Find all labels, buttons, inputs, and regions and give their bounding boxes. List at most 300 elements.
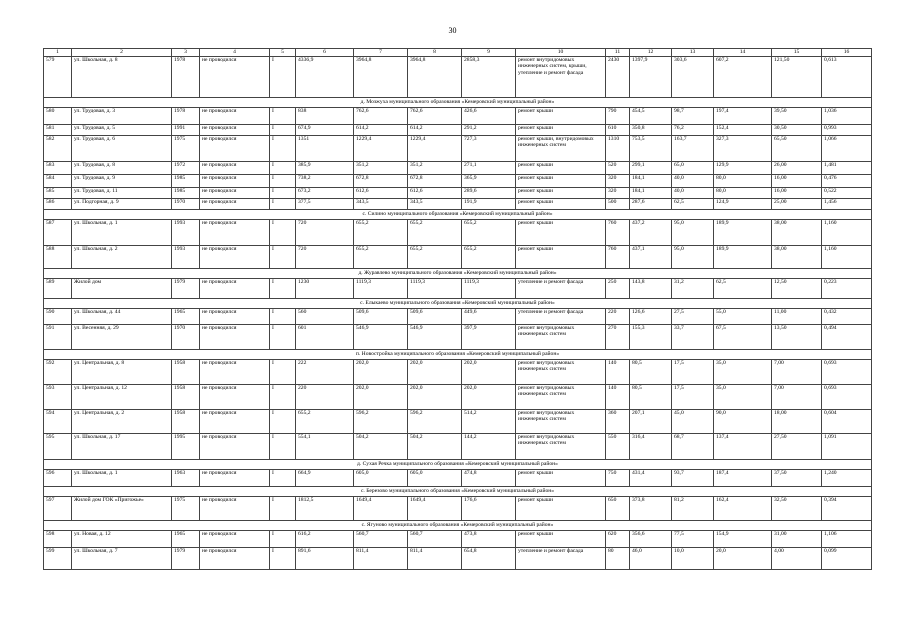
table-cell: 1991 [172, 125, 200, 136]
table-row [44, 531, 872, 548]
table-cell: 616,2 [296, 531, 354, 548]
table-cell: I [270, 531, 296, 548]
table-cell: 350,8 [630, 125, 672, 136]
table-cell: 790 [606, 108, 630, 125]
table-cell: 140 [606, 385, 630, 410]
column-number: 3 [172, 49, 200, 57]
table-cell: 45,0 [672, 410, 714, 434]
table-cell: 35,0 [714, 385, 772, 410]
table-cell: 80 [606, 548, 630, 570]
table-cell: 356,6 [630, 531, 672, 548]
table-cell: 610 [606, 125, 630, 136]
table-cell: 838 [296, 108, 354, 125]
table-cell: ул. Трудовая, д. 3 [72, 108, 172, 125]
table-cell: 197,4 [714, 108, 772, 125]
table-cell: ремонт крыши [516, 220, 606, 246]
table-cell: 287,6 [630, 199, 672, 210]
table-cell: 184,1 [630, 175, 672, 188]
table-cell: 664,9 [296, 470, 354, 487]
table-cell: 27,5 [672, 309, 714, 325]
section-title: д. Журавлево муниципального образования «Кемеровский муниципальный район» [44, 269, 872, 279]
table-cell: ремонт крыши [516, 199, 606, 210]
table-cell: 55,0 [714, 309, 772, 325]
table-cell: I [270, 434, 296, 460]
column-number: 2 [72, 49, 172, 57]
section-header-row [44, 269, 872, 279]
table-cell: 360 [606, 410, 630, 434]
table-cell: 184,1 [630, 188, 672, 199]
table-cell: 811,4 [354, 548, 408, 570]
table-row [44, 279, 872, 299]
table-cell: 655,2 [408, 220, 462, 246]
table-cell: 593 [44, 385, 72, 410]
table-cell: 738,2 [296, 175, 354, 188]
table-cell: ремонт крыши [516, 162, 606, 175]
table-cell: ул. Подгорная, д. 9 [72, 199, 172, 210]
table-cell: 16,00 [772, 188, 822, 199]
table-cell: 202,0 [408, 385, 462, 410]
table-cell: 62,5 [714, 279, 772, 299]
table-cell: 1,091 [822, 434, 872, 460]
column-number: 7 [354, 49, 408, 57]
table-cell: 343,5 [408, 199, 462, 210]
table-cell: 431,4 [630, 470, 672, 487]
column-number: 12 [630, 49, 672, 57]
table-cell: 351,2 [354, 162, 408, 175]
table-row [44, 57, 872, 98]
table-cell: 509,6 [354, 309, 408, 325]
table-cell: 588 [44, 246, 72, 269]
table-cell: ремонт крыши [516, 108, 606, 125]
table-cell: 1985 [172, 188, 200, 199]
table-cell: ул. Центральная, д. 2 [72, 410, 172, 434]
table-cell: 289,6 [462, 188, 516, 199]
table-cell: I [270, 309, 296, 325]
table-row [44, 410, 872, 434]
table-cell: 17,5 [672, 385, 714, 410]
table-cell: 222 [296, 360, 354, 385]
section-title: п. Новостройка муниципального образования «Кемеровский муниципальный район» [44, 350, 872, 360]
table-cell: 720 [296, 220, 354, 246]
table-cell: 39,50 [772, 108, 822, 125]
register-table-body [44, 49, 872, 570]
table-cell: не проводился [200, 385, 270, 410]
table-cell: не проводился [200, 309, 270, 325]
table-cell: 3964,8 [408, 57, 462, 98]
table-cell: 1,066 [822, 136, 872, 162]
table-cell: 811,4 [408, 548, 462, 570]
table-cell: ул. Школьная, д. 2 [72, 246, 172, 269]
table-cell: I [270, 497, 296, 521]
table-cell: 31,00 [772, 531, 822, 548]
table-cell: 10,0 [672, 548, 714, 570]
column-number: 6 [296, 49, 354, 57]
table-cell: 202,0 [354, 385, 408, 410]
table-cell: 1975 [172, 136, 200, 162]
table-cell: 1978 [172, 57, 200, 98]
table-row [44, 175, 872, 188]
table-cell: I [270, 360, 296, 385]
table-cell: 155,3 [630, 325, 672, 350]
table-cell: 426,6 [462, 108, 516, 125]
table-cell: 1995 [172, 434, 200, 460]
table-cell: 594 [44, 410, 72, 434]
table-cell: 612,6 [354, 188, 408, 199]
section-title: с. Ягуново муниципального образования «Кемеровский муниципальный район» [44, 521, 872, 531]
table-cell: 351,2 [408, 162, 462, 175]
table-cell: 509,6 [408, 309, 462, 325]
table-cell: ремонт крыши [516, 531, 606, 548]
table-cell: 25,00 [772, 199, 822, 210]
table-cell: 65,50 [772, 136, 822, 162]
table-cell: 0,099 [822, 548, 872, 570]
table-row [44, 220, 872, 246]
table-cell: ремонт внутридомовых инженерных систем [516, 410, 606, 434]
table-row [44, 108, 872, 125]
table-cell: 1979 [172, 548, 200, 570]
table-cell: 397,9 [462, 325, 516, 350]
table-row [44, 162, 872, 175]
table-cell: не проводился [200, 162, 270, 175]
table-cell: 1,240 [822, 470, 872, 487]
table-cell: 1119,3 [354, 279, 408, 299]
table-cell: 202,0 [462, 360, 516, 385]
table-cell: 1958 [172, 410, 200, 434]
table-cell: ул. Школьная, д. 7 [72, 548, 172, 570]
table-cell: 589 [44, 279, 72, 299]
table-cell: 124,9 [714, 199, 772, 210]
table-cell: 121,50 [772, 57, 822, 98]
table-cell: 655,2 [462, 246, 516, 269]
table-row [44, 246, 872, 269]
table-cell: I [270, 548, 296, 570]
table-cell: 163,7 [672, 136, 714, 162]
table-cell: 607,2 [714, 57, 772, 98]
table-cell: I [270, 199, 296, 210]
table-cell: 126,6 [630, 309, 672, 325]
column-number: 1 [44, 49, 72, 57]
table-cell: 81,2 [672, 497, 714, 521]
table-cell: ул. Школьная, д. 1 [72, 470, 172, 487]
section-title: с. Елыкаево муниципального образования «Кемеровский муниципальный район» [44, 299, 872, 309]
table-cell: I [270, 325, 296, 350]
table-cell: 546,9 [354, 325, 408, 350]
table-cell: 1229,4 [354, 136, 408, 162]
table-row [44, 309, 872, 325]
section-title: д. Сухая Речка муниципального образования «Кемеровский муниципальный район» [44, 460, 872, 470]
table-cell: 454,5 [630, 108, 672, 125]
table-cell: 291,2 [462, 125, 516, 136]
table-cell: 474,8 [462, 470, 516, 487]
table-cell: 1963 [172, 470, 200, 487]
table-cell: 590 [44, 309, 72, 325]
table-cell: ремонт внутридомовых инженерных систем [516, 434, 606, 460]
table-cell: 80,5 [630, 360, 672, 385]
table-cell: 27,50 [772, 434, 822, 460]
table-cell: 762,6 [408, 108, 462, 125]
table-cell: 7,00 [772, 360, 822, 385]
table-cell: ул. Центральная, д. 8 [72, 360, 172, 385]
table-cell: ул. Трудовая, д. 6 [72, 136, 172, 162]
table-cell: 137,4 [714, 434, 772, 460]
table-cell: 80,0 [714, 188, 772, 199]
table-cell: не проводился [200, 434, 270, 460]
table-cell: утепление и ремонт фасада [516, 309, 606, 325]
table-cell: 650 [606, 497, 630, 521]
table-cell: 202,0 [462, 385, 516, 410]
table-cell: ул. Трудовая, д. 5 [72, 125, 172, 136]
table-cell: 583 [44, 162, 72, 175]
table-row [44, 360, 872, 385]
table-cell: 16,00 [772, 175, 822, 188]
table-cell: ремонт крыши [516, 470, 606, 487]
table-cell: 1,456 [822, 199, 872, 210]
table-cell: ремонт крыши, внутридомовых инженерных систем [516, 136, 606, 162]
table-cell: I [270, 125, 296, 136]
table-cell: 343,5 [354, 199, 408, 210]
table-cell: 35,0 [714, 360, 772, 385]
table-cell: 26,00 [772, 162, 822, 175]
table-row [44, 434, 872, 460]
table-cell: 38,00 [772, 246, 822, 269]
table-cell: 62,5 [672, 199, 714, 210]
table-cell: 176,6 [462, 497, 516, 521]
table-cell: не проводился [200, 108, 270, 125]
table-cell: 90,0 [714, 410, 772, 434]
table-cell: ремонт внутридомовых инженерных систем [516, 360, 606, 385]
table-cell: ремонт крыши [516, 497, 606, 521]
table-cell: 596 [44, 470, 72, 487]
table-cell: 1649,4 [354, 497, 408, 521]
table-cell: ул. Школьная, д. 44 [72, 309, 172, 325]
column-number: 9 [462, 49, 516, 57]
table-cell: 591 [44, 325, 72, 350]
table-cell: не проводился [200, 220, 270, 246]
table-cell: 17,5 [672, 360, 714, 385]
table-cell: 77,5 [672, 531, 714, 548]
table-cell: 1397,9 [630, 57, 672, 98]
table-cell: 320 [606, 188, 630, 199]
table-cell: ремонт крыши [516, 125, 606, 136]
table-cell: 504,2 [354, 434, 408, 460]
table-cell: 520 [606, 162, 630, 175]
table-cell: ул. Школьная, д. 17 [72, 434, 172, 460]
table-cell: 586 [44, 199, 72, 210]
table-cell: 2430 [606, 57, 630, 98]
table-cell: 20,0 [714, 548, 772, 570]
table-cell: 672,8 [408, 175, 462, 188]
table-cell: 207,1 [630, 410, 672, 434]
column-number: 8 [408, 49, 462, 57]
table-cell: 560,7 [408, 531, 462, 548]
table-cell: 250 [606, 279, 630, 299]
table-cell: 0,432 [822, 309, 872, 325]
table-cell: 1,481 [822, 162, 872, 175]
table-cell: 4,00 [772, 548, 822, 570]
table-cell: 2858,3 [462, 57, 516, 98]
table-cell: 98,7 [672, 108, 714, 125]
table-cell: 674,9 [296, 125, 354, 136]
table-cell: 202,0 [408, 360, 462, 385]
table-cell: 654,8 [462, 548, 516, 570]
table-cell: 0,476 [822, 175, 872, 188]
table-cell: 514,2 [462, 410, 516, 434]
table-cell: 189,9 [714, 220, 772, 246]
table-cell: 601 [296, 325, 354, 350]
table-cell: 762,6 [354, 108, 408, 125]
page-number: 30 [448, 26, 457, 35]
table-cell: 595 [44, 434, 72, 460]
table-cell: 93,7 [672, 470, 714, 487]
table-cell: 580 [44, 108, 72, 125]
table-cell: 191,9 [462, 199, 516, 210]
table-cell: 760 [606, 246, 630, 269]
table-cell: 30,50 [772, 125, 822, 136]
table-cell: 587 [44, 220, 72, 246]
table-cell: не проводился [200, 548, 270, 570]
table-cell: 0,394 [822, 497, 872, 521]
table-cell: 655,2 [354, 220, 408, 246]
table-cell: 1812,5 [296, 497, 354, 521]
table-cell: 554,1 [296, 434, 354, 460]
table-cell: 95,0 [672, 220, 714, 246]
table-row [44, 325, 872, 350]
table-cell: 32,50 [772, 497, 822, 521]
table-cell: 504,2 [408, 434, 462, 460]
table-cell: 585 [44, 188, 72, 199]
table-cell: 581 [44, 125, 72, 136]
table-cell: 0,693 [822, 360, 872, 385]
table-cell: 271,1 [462, 162, 516, 175]
table-cell: 80,5 [630, 385, 672, 410]
table-cell: 129,9 [714, 162, 772, 175]
table-cell: I [270, 410, 296, 434]
table-cell: 1965 [172, 531, 200, 548]
table-cell: I [270, 470, 296, 487]
column-number-row [44, 49, 872, 57]
table-cell: 597 [44, 497, 72, 521]
table-cell: не проводился [200, 410, 270, 434]
table-cell: 11,00 [772, 309, 822, 325]
table-cell: 373,8 [630, 497, 672, 521]
table-cell: 596,2 [354, 410, 408, 434]
section-header-row [44, 98, 872, 108]
table-cell: не проводился [200, 175, 270, 188]
column-number: 5 [270, 49, 296, 57]
table-cell: 550 [606, 434, 630, 460]
table-cell: Жилой дом [72, 279, 172, 299]
table-cell: I [270, 246, 296, 269]
table-cell: 143,8 [630, 279, 672, 299]
table-cell: ул. Трудовая, д. 9 [72, 175, 172, 188]
table-cell: 1958 [172, 360, 200, 385]
table-cell: не проводился [200, 136, 270, 162]
section-header-row [44, 460, 872, 470]
table-cell: 1,036 [822, 108, 872, 125]
table-cell: 187,4 [714, 470, 772, 487]
table-cell: 37,50 [772, 470, 822, 487]
table-cell: 1229,4 [408, 136, 462, 162]
table-cell: 605,0 [354, 470, 408, 487]
table-cell: 727,3 [462, 136, 516, 162]
table-cell: 760 [606, 220, 630, 246]
table-cell: ул. Центральная, д. 12 [72, 385, 172, 410]
table-cell: 1310 [606, 136, 630, 162]
table-cell: 596,2 [408, 410, 462, 434]
column-number: 10 [516, 49, 606, 57]
table-cell: I [270, 188, 296, 199]
table-cell: не проводился [200, 246, 270, 269]
table-row [44, 385, 872, 410]
table-row [44, 497, 872, 521]
table-cell: 500 [606, 199, 630, 210]
table-cell: I [270, 279, 296, 299]
table-cell: 327,3 [714, 136, 772, 162]
table-cell: 40,0 [672, 188, 714, 199]
table-cell: 95,0 [672, 246, 714, 269]
table-cell: утепление и ремонт фасада [516, 279, 606, 299]
table-cell: 720 [296, 246, 354, 269]
table-cell: не проводился [200, 497, 270, 521]
table-cell: 1985 [172, 175, 200, 188]
table-cell: 80,0 [714, 175, 772, 188]
table-cell: 750 [606, 470, 630, 487]
table-row [44, 188, 872, 199]
table-cell: 1972 [172, 162, 200, 175]
section-title: с. Силино муниципального образования «Кемеровский муниципальный район» [44, 210, 872, 220]
table-cell: 0,604 [822, 410, 872, 434]
table-cell: 270 [606, 325, 630, 350]
table-cell: 1993 [172, 220, 200, 246]
table-cell: не проводился [200, 325, 270, 350]
table-cell: утепление и ремонт фасада [516, 548, 606, 570]
table-cell: 316,4 [630, 434, 672, 460]
table-cell: 220 [296, 385, 354, 410]
table-cell: 4336,9 [296, 57, 354, 98]
table-cell: ремонт крыши [516, 188, 606, 199]
section-title: с. Березово муниципального образования «Кемеровский муниципальный район» [44, 487, 872, 497]
table-cell: 1,160 [822, 246, 872, 269]
section-header-row [44, 299, 872, 309]
table-cell: 1970 [172, 325, 200, 350]
table-cell: 655,2 [354, 246, 408, 269]
table-cell: 189,9 [714, 246, 772, 269]
table-cell: 612,6 [408, 188, 462, 199]
section-header-row [44, 487, 872, 497]
table-cell: 599 [44, 548, 72, 570]
table-row [44, 136, 872, 162]
table-cell: ул. Трудовая, д. 8 [72, 162, 172, 175]
table-cell: ул. Школьная, д. 8 [72, 57, 172, 98]
table-cell: 40,0 [672, 175, 714, 188]
table-cell: 560,7 [354, 531, 408, 548]
table-cell: I [270, 108, 296, 125]
column-number: 4 [200, 49, 270, 57]
table-cell: 320 [606, 175, 630, 188]
table-cell: не проводился [200, 199, 270, 210]
table-cell: 655,2 [408, 246, 462, 269]
column-number: 14 [714, 49, 772, 57]
table-cell: 655,2 [296, 410, 354, 434]
table-cell: 449,6 [462, 309, 516, 325]
table-cell: 1,106 [822, 531, 872, 548]
table-cell: ремонт крыши [516, 175, 606, 188]
table-cell: ремонт внутридомовых инженерных систем [516, 325, 606, 350]
table-cell: 614,2 [408, 125, 462, 136]
table-cell: 579 [44, 57, 72, 98]
table-cell: 437,2 [630, 220, 672, 246]
table-cell: 3964,8 [354, 57, 408, 98]
